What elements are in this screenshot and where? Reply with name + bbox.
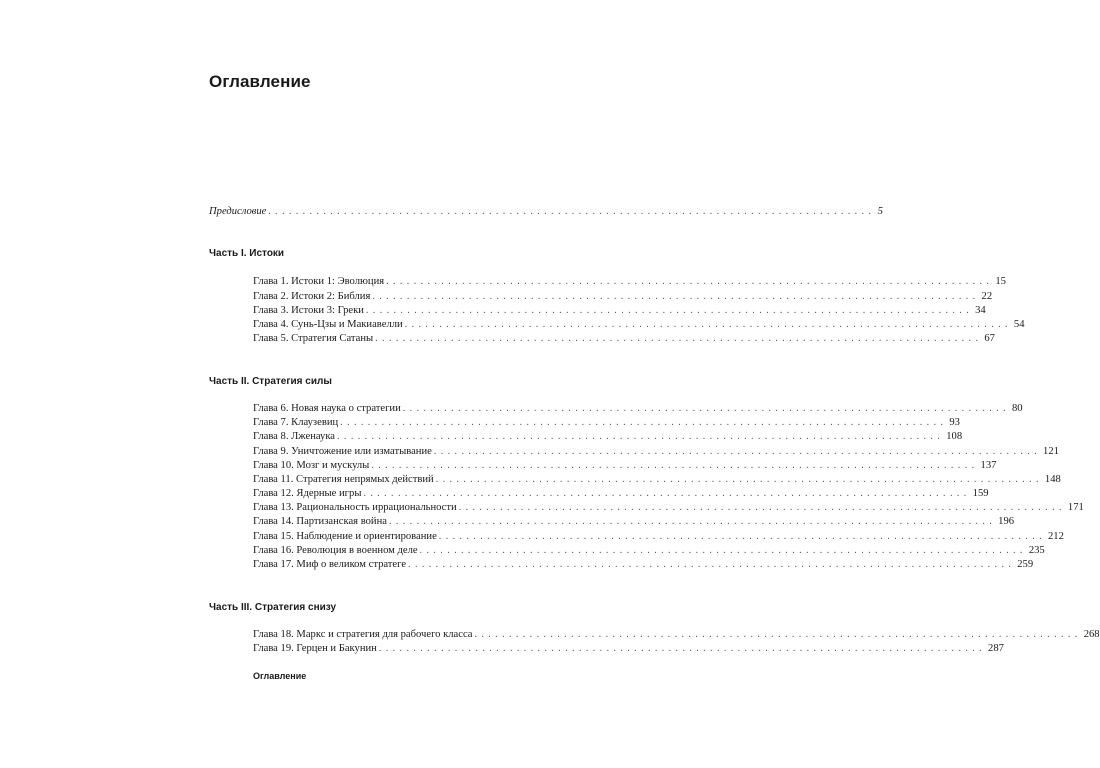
entry-label: Глава 10. Мозг и мускулы	[253, 460, 370, 471]
dot-leader: ........................................................................................	[408, 559, 1016, 570]
page-title: Оглавление	[209, 72, 311, 91]
entry-label: Глава 17. Миф о великом стратеге	[253, 559, 407, 570]
entry-label: Предисловие	[209, 206, 267, 217]
toc-entry	[253, 275, 1006, 289]
dot-leader: ........................................................................................	[268, 206, 876, 217]
entry-label: Глава 6. Новая наука о стратегии	[253, 403, 401, 414]
entry-label: Глава 8. Лженаука	[253, 431, 336, 442]
entry-page: 259	[1017, 559, 1034, 570]
entry-label: Глава 12. Ядерные игры	[253, 488, 362, 499]
dot-leader: ........................................................................................	[363, 488, 971, 499]
entry-label: Глава 5. Стратегия Сатаны	[253, 333, 374, 344]
dot-leader: ........................................................................................	[340, 417, 948, 428]
entry-page: 67	[984, 333, 995, 344]
entry-page: 159	[972, 488, 989, 499]
toc-entry	[253, 459, 997, 473]
entry-page: 15	[995, 276, 1006, 287]
toc-entry	[253, 530, 1064, 544]
entry-label: Глава 9. Уничтожение или изматывание	[253, 446, 432, 457]
entry-page: 171	[1067, 502, 1084, 513]
entry-label: Глава 2. Истоки 2: Библия	[253, 291, 371, 302]
entry-page: 22	[981, 291, 993, 302]
entry-page: 196	[998, 516, 1015, 527]
toc-entry	[253, 544, 1045, 558]
dot-leader: ........................................................................................	[372, 291, 980, 302]
entry-label: Глава 15. Наблюдение и ориентирование	[253, 531, 437, 542]
dot-leader: ........................................................................................	[386, 276, 994, 287]
dot-leader: ........................................................................................	[458, 502, 1066, 513]
toc-entry	[253, 332, 995, 346]
entry-label: Глава 13. Рациональность иррациональности	[253, 502, 457, 513]
entry-page: 5	[877, 206, 883, 217]
dot-leader: ........................................................................................	[402, 403, 1010, 414]
toc-entry	[253, 501, 1084, 515]
entry-page: 93	[949, 417, 960, 428]
dot-leader: ........................................................................................	[419, 545, 1027, 556]
entry-label: Глава 1. Истоки 1: Эволюция	[253, 276, 385, 287]
toc-entry	[253, 558, 1034, 572]
dot-leader: ........................................................................................	[378, 643, 987, 654]
toc-entry-preface	[209, 205, 883, 219]
toc-entry	[253, 628, 1100, 642]
entry-label: Глава 3. Истоки 3: Греки	[253, 305, 364, 316]
entry-page: 235	[1028, 545, 1045, 556]
toc-entry	[253, 642, 1004, 656]
entry-page: 54	[1013, 319, 1025, 330]
dot-leader: ........................................................................................	[433, 446, 1042, 457]
entry-page: 121	[1043, 446, 1059, 457]
entry-page: 34	[975, 305, 986, 316]
running-footer: Оглавление	[253, 671, 307, 681]
part-heading: Часть II. Стратегия силы	[209, 376, 332, 387]
entry-label: Глава 16. Революция в военном деле	[253, 545, 418, 556]
dot-leader: ........................................................................................	[438, 531, 1046, 542]
entry-label: Глава 14. Партизанская война	[253, 516, 387, 527]
dot-leader: ........................................................................................	[404, 319, 1012, 330]
dot-leader: ........................................................................................	[388, 516, 997, 527]
toc-entry	[253, 487, 989, 501]
entry-label: Глава 7. Клаузевиц	[253, 417, 339, 428]
toc-entry	[253, 304, 986, 318]
toc-entry	[253, 430, 963, 444]
entry-label: Глава 4. Сунь-Цзы и Макиавелли	[253, 319, 403, 330]
entry-page: 148	[1044, 474, 1061, 485]
dot-leader: ........................................................................................	[435, 474, 1043, 485]
toc-entry	[253, 318, 1025, 332]
entry-page: 137	[980, 460, 997, 471]
dot-leader: ........................................................................................	[365, 305, 974, 316]
entry-page: 212	[1048, 531, 1064, 542]
entry-page: 80	[1011, 403, 1023, 414]
toc-entry	[253, 402, 1023, 416]
entry-page: 108	[946, 431, 963, 442]
toc-entry	[253, 515, 1015, 529]
dot-leader: ........................................................................................	[375, 333, 983, 344]
entry-label: Глава 18. Маркс и стратегия для рабочего класса	[253, 629, 473, 640]
dot-leader: ........................................................................................	[337, 431, 945, 442]
entry-page: 287	[988, 643, 1004, 654]
toc-entry	[253, 473, 1061, 487]
toc-entry	[253, 416, 960, 430]
toc-entry	[253, 445, 1059, 459]
entry-label: Глава 19. Герцен и Бакунин	[253, 643, 377, 654]
entry-page: 268	[1083, 629, 1100, 640]
dot-leader: ........................................................................................	[474, 629, 1082, 640]
entry-label: Глава 11. Стратегия непрямых действий	[253, 474, 434, 485]
dot-leader: ........................................................................................	[371, 460, 979, 471]
part-heading: Часть III. Стратегия снизу	[209, 602, 337, 613]
toc-entry	[253, 290, 993, 304]
part-heading: Часть I. Истоки	[209, 248, 285, 259]
